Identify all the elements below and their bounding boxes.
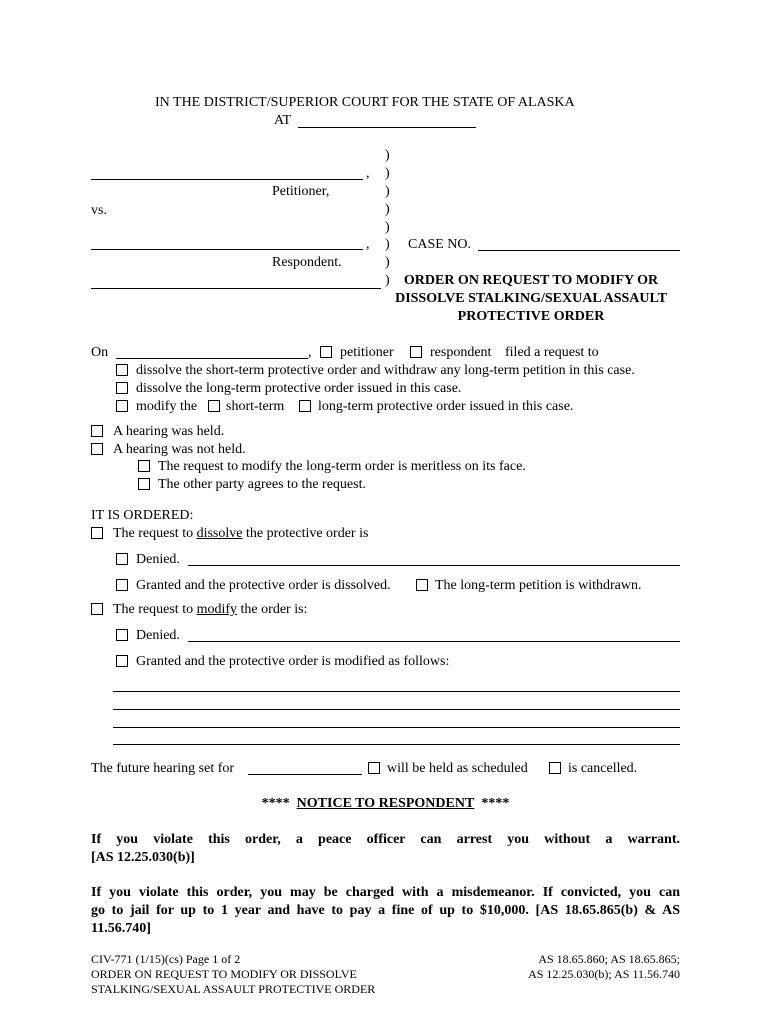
caption-paren: ): [385, 220, 390, 235]
caption-paren: ): [385, 166, 390, 181]
petition-withdrawn-checkbox[interactable]: [416, 579, 428, 591]
request-date-field[interactable]: [116, 358, 308, 359]
modification-line[interactable]: [113, 744, 680, 745]
caption-paren: ): [385, 273, 390, 288]
granted-dissolved-label: Granted and the protective order is dissolved.: [136, 578, 391, 593]
hearing-not-held-label: A hearing was not held.: [113, 442, 246, 457]
modify-long-term-label: long-term protective order issued in this case.: [318, 399, 574, 414]
doc-title-line1: ORDER ON REQUEST TO MODIFY OR: [403, 273, 659, 288]
modify-long-term-checkbox[interactable]: [299, 400, 311, 412]
petitioner-comma: ,: [366, 166, 370, 181]
dissolve-short-term-checkbox[interactable]: [116, 364, 128, 376]
petition-withdrawn-label: The long-term petition is withdrawn.: [435, 578, 642, 593]
footer-form-id: CIV-771 (1/15)(cs) Page 1 of 2: [91, 952, 241, 966]
request-date-comma: ,: [308, 345, 312, 360]
petitioner-checkbox[interactable]: [320, 346, 332, 358]
modify-short-term-label: short-term: [226, 399, 285, 414]
other-party-agrees-label: The other party agrees to the request.: [158, 477, 366, 492]
respondent-option-label: respondent: [430, 345, 492, 360]
notice-paragraph-1-cite: [AS 12.25.030(b)]: [91, 850, 195, 865]
modify-label: modify the: [136, 399, 198, 414]
respondent-name-field[interactable]: [91, 249, 363, 250]
footer-form-title-2: STALKING/SEXUAL ASSAULT PROTECTIVE ORDER: [91, 982, 376, 996]
modification-line[interactable]: [113, 709, 680, 710]
at-label: AT: [274, 113, 292, 128]
on-label: On: [91, 345, 109, 360]
cancelled-checkbox[interactable]: [549, 762, 561, 774]
caption-paren: ): [385, 237, 390, 252]
meritless-label: The request to modify the long-term order is meritless on its face.: [158, 459, 526, 474]
respondent-checkbox[interactable]: [410, 346, 422, 358]
doc-title-line3: PROTECTIVE ORDER: [457, 309, 605, 324]
court-location-field[interactable]: [298, 127, 476, 128]
future-hearing-label: The future hearing set for: [91, 761, 235, 776]
caption-bottom-rule: [91, 288, 381, 289]
respondent-label: Respondent.: [272, 255, 342, 270]
respondent-comma: ,: [366, 237, 370, 252]
notice-paragraph-1: If you violate this order, a peace officer can arrest you without a warrant.: [91, 832, 680, 847]
caption-paren: ): [385, 148, 390, 163]
dissolve-request-checkbox[interactable]: [91, 527, 103, 539]
granted-modified-label: Granted and the protective order is modified as follows:: [136, 654, 450, 669]
it-is-ordered-heading: IT IS ORDERED:: [91, 508, 194, 523]
notice-paragraph-2-line3: 11.56.740]: [91, 921, 151, 936]
caption-paren: ): [385, 255, 390, 270]
dissolve-long-term-checkbox[interactable]: [116, 382, 128, 394]
modification-line[interactable]: [113, 727, 680, 728]
hearing-not-held-checkbox[interactable]: [91, 443, 103, 455]
modify-denied-reason-field[interactable]: [188, 641, 680, 642]
granted-dissolved-checkbox[interactable]: [116, 579, 128, 591]
modify-request-label: The request to modify the order is:: [113, 602, 308, 617]
notice-paragraph-2-line1: If you violate this order, you may be charged with a misdemeanor. If convicted, you can: [91, 885, 680, 900]
hearing-held-label: A hearing was held.: [113, 424, 225, 439]
caption-paren: ): [385, 184, 390, 199]
case-no-label: CASE NO.: [408, 237, 472, 252]
petitioner-label: Petitioner,: [272, 184, 330, 199]
footer-statutes-1: AS 18.65.860; AS 18.65.865;: [538, 952, 680, 966]
dissolve-denied-label: Denied.: [136, 552, 180, 567]
doc-title-line2: DISSOLVE STALKING/SEXUAL ASSAULT: [395, 291, 667, 306]
modify-short-term-checkbox[interactable]: [208, 400, 220, 412]
modify-request-checkbox[interactable]: [91, 603, 103, 615]
notice-heading: **** NOTICE TO RESPONDENT ****: [261, 796, 510, 811]
modification-line[interactable]: [113, 691, 680, 692]
dissolve-denied-checkbox[interactable]: [116, 553, 128, 565]
future-hearing-date-field[interactable]: [248, 774, 362, 775]
footer-form-title-1: ORDER ON REQUEST TO MODIFY OR DISSOLVE: [91, 967, 357, 981]
hearing-held-checkbox[interactable]: [91, 425, 103, 437]
modify-denied-label: Denied.: [136, 628, 180, 643]
dissolve-short-term-label: dissolve the short-term protective order and withdraw any long-term petition in this case.: [136, 363, 635, 378]
other-party-agrees-checkbox[interactable]: [138, 478, 150, 490]
notice-paragraph-2-line2: go to jail for up to 1 year and have to pay a fine of up to $10,000. [AS 18.65.865(b) & AS: [91, 903, 680, 918]
granted-modified-checkbox[interactable]: [116, 655, 128, 667]
dissolve-denied-reason-field[interactable]: [188, 565, 680, 566]
modify-denied-checkbox[interactable]: [116, 629, 128, 641]
petitioner-name-field[interactable]: [91, 179, 363, 180]
vs-label: vs.: [91, 203, 107, 218]
filed-request-text: filed a request to: [505, 345, 599, 360]
dissolve-request-label: The request to dissolve the protective order is: [113, 526, 369, 541]
dissolve-long-term-label: dissolve the long-term protective order issued in this case.: [136, 381, 462, 396]
held-as-scheduled-checkbox[interactable]: [368, 762, 380, 774]
cancelled-label: is cancelled.: [568, 761, 638, 776]
footer-statutes-2: AS 12.25.030(b); AS 11.56.740: [528, 967, 680, 981]
caption-paren: ): [385, 202, 390, 217]
court-title: IN THE DISTRICT/SUPERIOR COURT FOR THE STATE OF ALASKA: [155, 95, 575, 110]
held-as-scheduled-label: will be held as scheduled: [387, 761, 528, 776]
petitioner-option-label: petitioner: [340, 345, 394, 360]
modify-checkbox[interactable]: [116, 400, 128, 412]
meritless-checkbox[interactable]: [138, 460, 150, 472]
case-no-field[interactable]: [478, 250, 680, 251]
